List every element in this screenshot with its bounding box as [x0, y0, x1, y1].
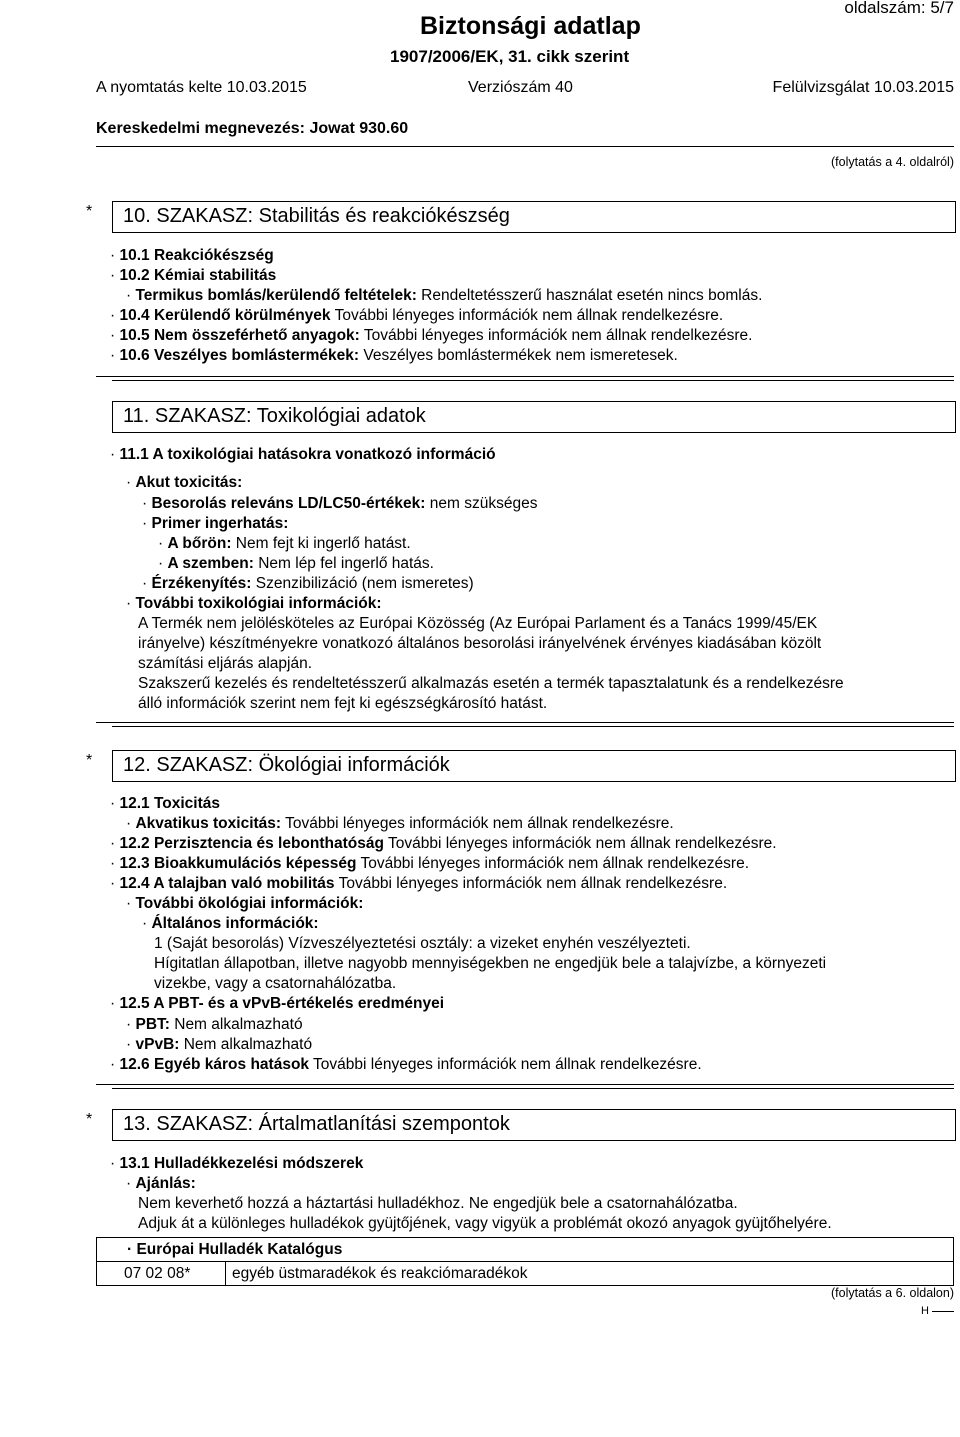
section-divider [112, 1088, 954, 1089]
list-item: · 12.2 Perzisztencia és lebonthatóság További lényeges információk nem állnak rendelkezésre. [110, 835, 777, 852]
list-item: · vPvB: Nem alkalmazható [126, 1036, 313, 1053]
continued-to: (folytatás a 6. oldalon) [831, 1286, 954, 1300]
print-date: A nyomtatás kelte 10.03.2015 [96, 79, 307, 96]
table-row [97, 1262, 954, 1286]
section-divider [96, 376, 954, 377]
list-item: · 12.4 A talajban való mobilitás További lényeges információk nem állnak rendelkezésre. [110, 875, 728, 892]
section-11-title: 11. SZAKASZ: Toxikológiai adatok [123, 405, 426, 427]
list-item: · 10.4 Kerülendő körülmények További lényeges információk nem állnak rendelkezésre. [110, 307, 724, 324]
regulation-reference: 1907/2006/EK, 31. cikk szerint [390, 47, 630, 66]
waste-catalog-table [96, 1237, 954, 1286]
list-item: · Akut toxicitás: [126, 474, 243, 491]
paragraph-line: irányelve) készítményekre vonatkozó általános besorolási irányelvének érvényes kiadásában közölt [138, 635, 822, 652]
trade-name: Kereskedelmi megnevezés: Jowat 930.60 [96, 120, 409, 137]
section-13-header [112, 1109, 956, 1141]
revision-date: Felülvizsgálat 10.03.2015 [772, 79, 954, 96]
continued-from: (folytatás a 4. oldalról) [831, 155, 954, 169]
change-marker: * [86, 203, 93, 220]
list-item: · Akvatikus toxicitás: További lényeges információk nem állnak rendelkezésre. [126, 815, 674, 832]
list-item: · További ökológiai információk: [126, 895, 364, 912]
footer-mark: H [921, 1305, 954, 1317]
section-10-header [112, 201, 956, 233]
header-divider [96, 146, 954, 147]
page-number: oldalszám: 5/7 [844, 0, 954, 17]
paragraph-line: A Termék nem jelölésköteles az Európai Közösség (Az Európai Parlament és a Tanács 1999/45/EK [138, 615, 818, 632]
paragraph-line: 1 (Saját besorolás) Vízveszélyeztetési osztály: a vizeket enyhén veszélyezteti. [154, 935, 691, 952]
list-item: · 12.6 Egyéb káros hatások További lényeges információk nem állnak rendelkezésre. [110, 1056, 702, 1073]
list-item: · A szemben: Nem lép fel ingerlő hatás. [158, 555, 434, 572]
version-number: Verziószám 40 [468, 79, 573, 96]
list-item: · 11.1 A toxikológiai hatásokra vonatkozó információ [110, 446, 496, 463]
change-marker: * [86, 1111, 93, 1128]
table-row [97, 1238, 954, 1262]
paragraph-line: álló információk szerint nem fejt ki egészségkárosító hatást. [138, 695, 548, 712]
paragraph-line: számítási eljárás alapján. [138, 655, 313, 672]
list-item: · 13.1 Hulladékkezelési módszerek [110, 1155, 364, 1172]
paragraph-line: Szakszerű kezelés és rendeltetésszerű alkalmazás esetén a termék tapasztalatunk és a rendelkezésre [138, 675, 844, 692]
list-item: · 10.1 Reakciókészség [110, 247, 274, 264]
paragraph-line: Adjuk át a különleges hulladékok gyüjtőjének, vagy vigyük a problémát okozó anyagok gyüjtőhelyére. [138, 1215, 832, 1232]
list-item: · 10.6 Veszélyes bomlástermékek: Veszélyes bomlástermékek nem ismeretesek. [110, 347, 678, 364]
section-11-header [112, 401, 956, 433]
document-title: Biztonsági adatlap [420, 12, 641, 40]
list-item: · Érzékenyítés: Szenzibilizáció (nem ismeretes) [142, 575, 474, 592]
section-divider [112, 380, 954, 381]
section-12-title: 12. SZAKASZ: Ökológiai információk [123, 754, 450, 776]
section-12-header [112, 750, 956, 782]
list-item: · PBT: Nem alkalmazható [126, 1016, 303, 1033]
list-item: · Primer ingerhatás: [142, 515, 289, 532]
list-item: · A bőrön: Nem fejt ki ingerlő hatást. [158, 535, 411, 552]
section-13-title: 13. SZAKASZ: Ártalmatlanítási szempontok [123, 1113, 510, 1135]
list-item: · Általános információk: [142, 915, 319, 932]
list-item: · Ajánlás: [126, 1175, 196, 1192]
list-item: · Besorolás releváns LD/LC50-értékek: nem szükséges [142, 495, 538, 512]
list-item: · 10.2 Kémiai stabilitás [110, 267, 277, 284]
paragraph-line: vizekbe, vagy a csatornahálózatba. [154, 975, 397, 992]
list-item: · Termikus bomlás/kerülendő feltételek: Rendeltetésszerű használat esetén nincs bomlás. [126, 287, 763, 304]
section-divider [96, 722, 954, 723]
list-item: · 10.5 Nem összeférhető anyagok: További lényeges információk nem állnak rendelkezésre. [110, 327, 753, 344]
list-item: · 12.3 Bioakkumulációs képesség További lényeges információk nem állnak rendelkezésre. [110, 855, 750, 872]
list-item: · 12.5 A PBT- és a vPvB-értékelés eredményei [110, 995, 445, 1012]
section-divider [96, 1084, 954, 1085]
waste-code: 07 02 08* [97, 1262, 226, 1286]
change-marker: * [86, 752, 93, 769]
list-item: · 12.1 Toxicitás [110, 795, 220, 812]
paragraph-line: Nem keverhető hozzá a háztartási hulladékhoz. Ne engedjük bele a csatornahálózatba. [138, 1195, 738, 1212]
waste-catalog-label: · Európai Hulladék Katalógus [97, 1238, 954, 1262]
list-item: · További toxikológiai információk: [126, 595, 382, 612]
paragraph-line: Hígitatlan állapotban, illetve nagyobb mennyiségekben ne engedjük bele a talajvízbe, a környezeti [154, 955, 827, 972]
section-divider [112, 726, 954, 727]
section-10-title: 10. SZAKASZ: Stabilitás és reakciókészség [123, 205, 510, 227]
waste-description: egyéb üstmaradékok és reakciómaradékok [226, 1262, 954, 1286]
